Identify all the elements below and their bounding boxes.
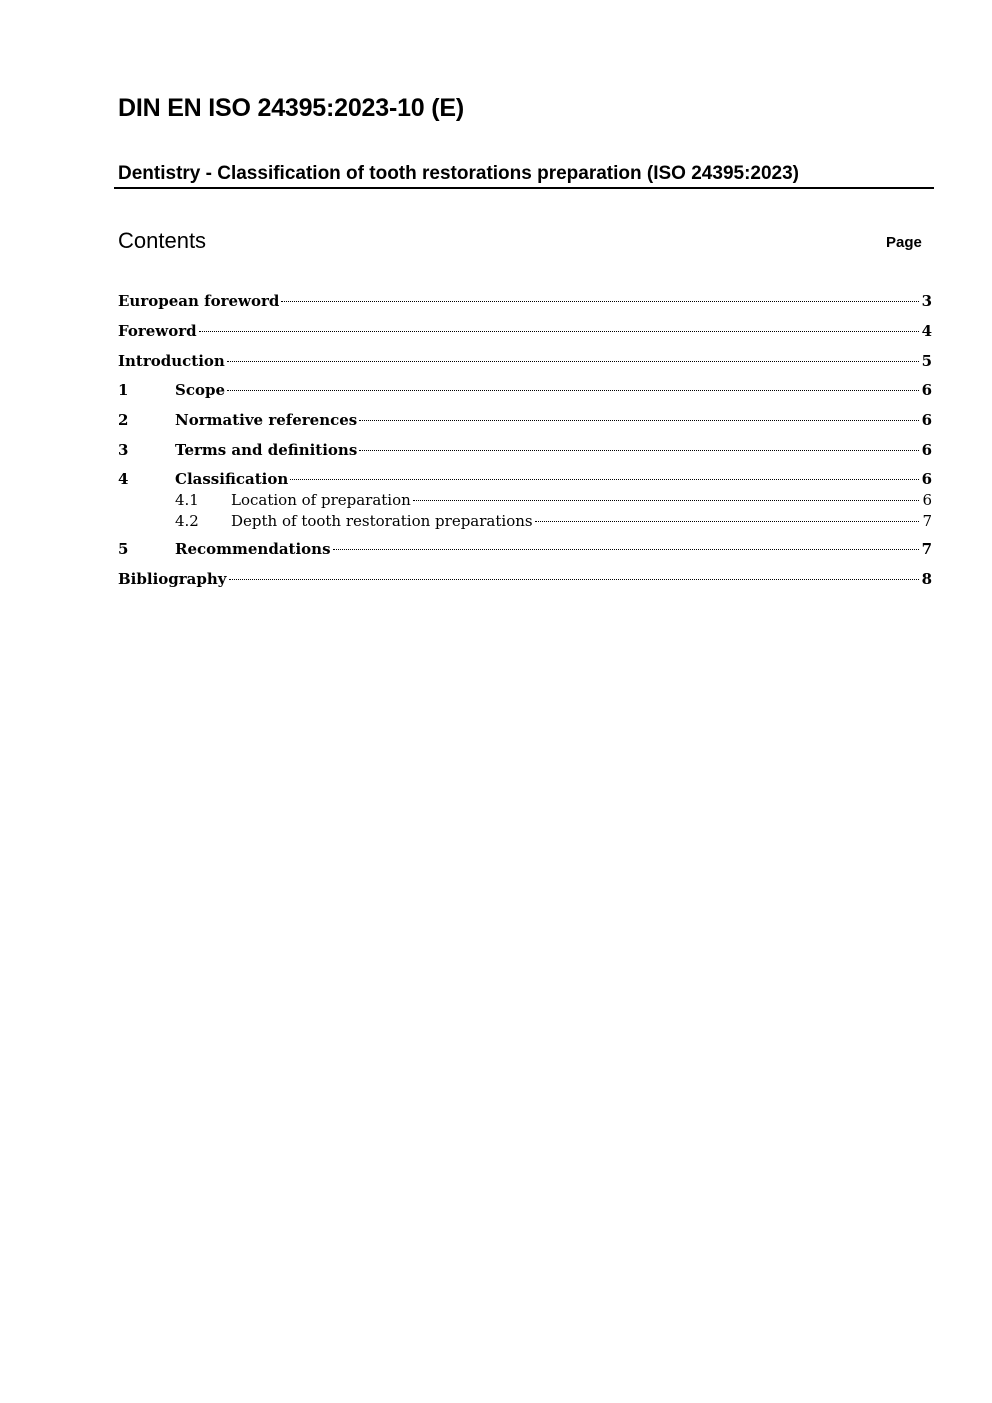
toc-entry-label: Scope xyxy=(175,381,226,399)
toc-leader-dots xyxy=(281,301,918,302)
toc-entry-number: 5 xyxy=(118,540,129,558)
toc-entry-normative-references[interactable] xyxy=(118,409,932,431)
toc-entry-page: 7 xyxy=(922,512,932,530)
toc-leader-dots xyxy=(290,479,918,480)
toc-entry-page: 6 xyxy=(921,411,932,429)
toc-entry-number: 4.2 xyxy=(175,512,199,530)
toc-entry-european-foreword[interactable] xyxy=(118,290,932,312)
toc-leader-dots xyxy=(535,521,920,522)
toc-leader-dots xyxy=(227,390,919,391)
document-title-block xyxy=(114,161,934,189)
toc-entry-page: 7 xyxy=(921,540,932,558)
toc-entry-recommendations[interactable] xyxy=(118,538,932,560)
toc-entry-label: Introduction xyxy=(118,352,225,370)
toc-entry-terms-and-definitions[interactable] xyxy=(118,439,932,461)
toc-leader-dots xyxy=(333,549,919,550)
toc-entry-page: 3 xyxy=(921,292,932,310)
toc-entry-scope[interactable] xyxy=(118,379,932,401)
toc-entry-page: 6 xyxy=(921,441,932,459)
toc-entry-depth-of-tooth-restoration-preparations[interactable] xyxy=(175,510,932,532)
toc-entry-label: Foreword xyxy=(118,322,197,340)
toc-entry-page: 8 xyxy=(921,570,932,588)
toc-entry-number: 4 xyxy=(118,470,129,488)
toc-entry-number: 2 xyxy=(118,411,129,429)
toc-entry-page: 6 xyxy=(922,491,932,509)
toc-entry-number: 4.1 xyxy=(175,491,199,509)
contents-heading: Contents xyxy=(118,228,207,253)
toc-leader-dots xyxy=(199,331,919,332)
toc-entry-page: 4 xyxy=(921,322,932,340)
toc-entry-label: Bibliography xyxy=(118,570,227,588)
toc-entry-foreword[interactable] xyxy=(118,320,932,342)
toc-leader-dots xyxy=(359,420,918,421)
document-id: DIN EN ISO 24395:2023-10 (E) xyxy=(118,94,464,122)
toc-entry-page: 6 xyxy=(921,381,932,399)
toc-leader-dots xyxy=(359,450,918,451)
toc-entry-introduction[interactable] xyxy=(118,350,932,372)
toc-leader-dots xyxy=(413,500,920,501)
document-title: Dentistry - Classification of tooth restorations preparation (ISO 24395:2023) xyxy=(118,163,799,184)
page-column-heading: Page xyxy=(886,234,922,251)
toc-leader-dots xyxy=(227,361,919,362)
toc-entry-label: Normative references xyxy=(175,411,358,429)
toc-entry-page: 6 xyxy=(921,470,932,488)
toc-entry-classification[interactable] xyxy=(118,468,932,490)
toc-entry-number: 3 xyxy=(118,441,129,459)
toc-entry-label: Terms and definitions xyxy=(175,441,358,459)
toc-entry-label: Classification xyxy=(175,470,289,488)
toc-entry-bibliography[interactable] xyxy=(118,568,932,590)
toc-entry-label: Recommendations xyxy=(175,540,331,558)
toc-entry-page: 5 xyxy=(921,352,932,370)
toc-entry-number: 1 xyxy=(118,381,129,399)
toc-leader-dots xyxy=(229,579,919,580)
toc-entry-location-of-preparation[interactable] xyxy=(175,489,932,511)
toc-entry-label: European foreword xyxy=(118,292,280,310)
toc-entry-label: Location of preparation xyxy=(231,491,411,509)
toc-entry-label: Depth of tooth restoration preparations xyxy=(231,512,533,530)
